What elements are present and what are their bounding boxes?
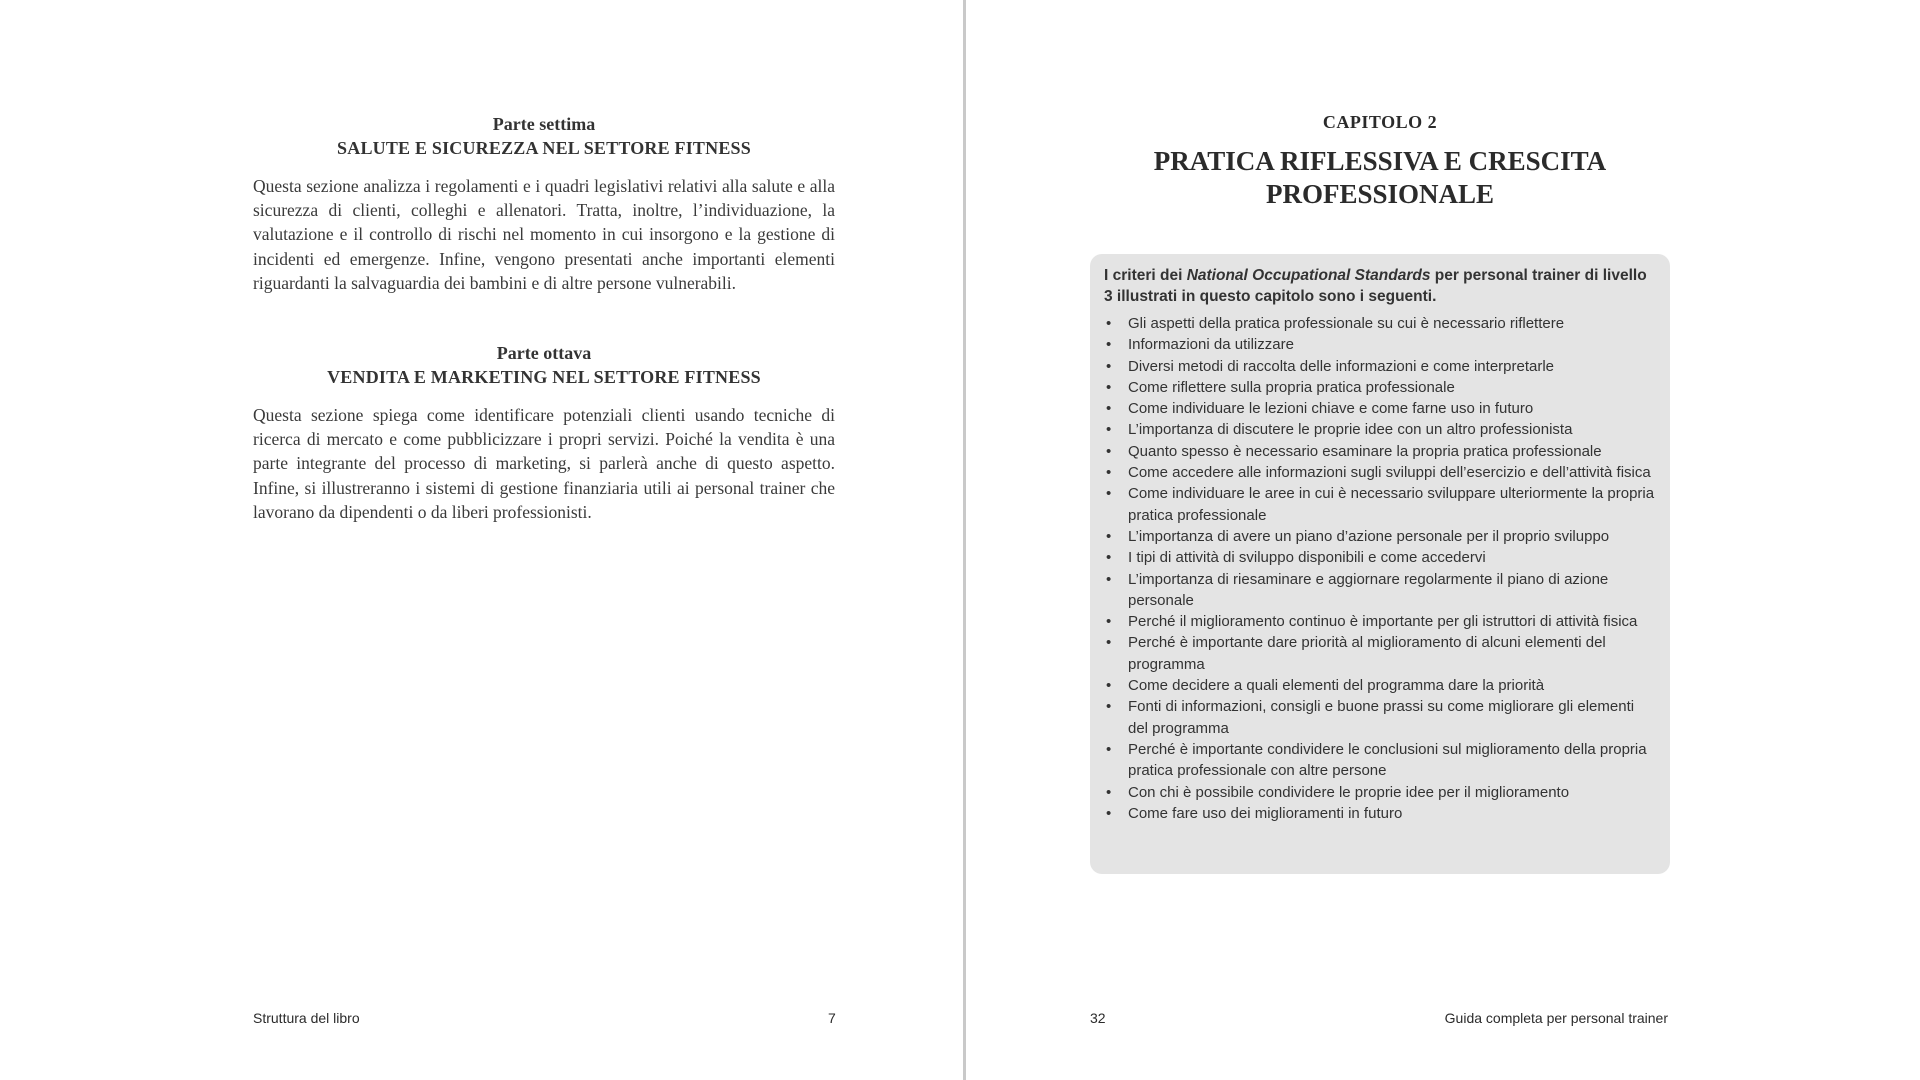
list-item-text: Con chi è possibile condividere le proprie idee per il miglioramento [1128,783,1570,801]
chapter-title-line: PROFESSIONALE [1265,179,1495,209]
list-item-text: Come fare uso dei miglioramenti in futuro [1128,804,1403,822]
bullet-icon: • [1106,783,1112,801]
list-item [1104,803,1656,824]
left-footer-page-number: 7 [828,1010,836,1026]
part-name: Parte settima [492,114,596,134]
part-title: SALUTE E SICUREZZA NEL SETTORE FITNESS [337,138,751,158]
bullet-icon: • [1106,549,1112,567]
list-item-text: Come individuare le aree in cui è necessario sviluppare ulteriormente la propria pratica professionale [1128,485,1655,524]
list-item [1104,739,1656,782]
part-body-text: Questa sezione spiega come identificare potenziali clienti usando tecniche di ricerca di mercato e come pubblicizzare i propri servizi. Poiché la vendita è una parte integrante del processo di marketing, si parlerà anche di questo aspetto. Infine, si illustreranno i sistemi di gestione finanziaria utili ai personal trainer che lavorano da dipendenti o da liberi professionisti. [253,405,835,522]
list-item-text: Quanto spesso è necessario esaminare la propria pratica professionale [1128,442,1602,460]
list-item [1104,313,1656,334]
right-footer-page-number: 32 [1090,1010,1106,1026]
bullet-icon: • [1106,442,1112,460]
left-footer-section: Struttura del libro [253,1010,360,1026]
bullet-icon: • [1106,740,1112,758]
part-heading [253,341,835,389]
part-body-text: Questa sezione analizza i regolamenti e i quadri legislativi relativi alla salute e alla sicurezza di clienti, colleghi e allenatori. Tratta, inoltre, l’individuazione, la valutazione e il controllo di rischi nel momento in cui insorgono e la gestione di incidenti ed emergenze. Infine, vengono presentati anche importanti elementi riguardanti la salvaguardia dei bambini e di altre persone vulnerabili. [253,176,835,293]
list-item [1104,696,1656,739]
bullet-icon: • [1106,570,1112,588]
bullet-icon: • [1106,336,1112,354]
page-gutter-divider [963,0,966,1080]
bullet-icon: • [1106,804,1112,822]
list-item [1104,611,1656,632]
right-footer-book-title: Guida completa per personal trainer [1444,1010,1668,1026]
bullet-icon: • [1106,421,1112,439]
bullet-icon: • [1106,634,1112,652]
list-item-text: Diversi metodi di raccolta delle informazioni e come interpretarle [1128,357,1555,375]
list-item [1104,782,1656,803]
list-item [1104,419,1656,440]
list-item-text: Perché è importante condividere le conclusioni sul miglioramento della propria pratica professionale con altre persone [1128,740,1647,780]
list-item [1104,334,1656,355]
bullet-icon: • [1106,485,1112,503]
list-item-text: Perché il miglioramento continuo è importante per gli istruttori di attività fisica [1128,613,1638,631]
criteria-intro-suffix: per personal trainer di livello 3 illustrati in questo capitolo sono i seguenti. [1104,267,1647,305]
list-item [1104,483,1656,526]
list-item [1104,632,1656,675]
criteria-list [1104,313,1656,824]
criteria-box [1090,254,1670,874]
bullet-icon: • [1106,613,1112,631]
bullet-icon: • [1106,527,1112,545]
list-item [1104,526,1656,547]
chapter-title-line: PRATICA RIFLESSIVA E CRESCITA [1153,146,1607,176]
chapter-title [1090,145,1670,211]
list-item [1104,377,1656,398]
list-item-text: Come riflettere sulla propria pratica professionale [1128,378,1455,396]
list-item-text: Perché è importante dare priorità al miglioramento di alcuni elementi del programma [1128,634,1606,673]
list-item [1104,398,1656,419]
list-item [1104,356,1656,377]
list-item-text: Gli aspetti della pratica professionale su cui è necessario riflettere [1128,315,1565,332]
part-section [253,112,835,295]
criteria-intro [1104,266,1656,307]
list-item [1104,547,1656,568]
bullet-icon: • [1106,400,1112,418]
criteria-intro-prefix: I criteri dei [1104,267,1187,284]
list-item-text: L’importanza di avere un piano d’azione personale per il proprio sviluppo [1128,527,1610,545]
bullet-icon: • [1106,464,1112,482]
bullet-icon: • [1106,315,1112,332]
left-page-content [253,112,835,524]
list-item-text: Informazioni da utilizzare [1128,336,1294,354]
list-item [1104,441,1656,462]
part-name: Parte ottava [496,343,592,364]
list-item-text: Fonti di informazioni, consigli e buone prassi su come migliorare gli elementi del programma [1128,698,1635,737]
list-item [1104,675,1656,696]
list-item-text: Come individuare le lezioni chiave e come farne uso in futuro [1128,400,1534,418]
list-item-text: Come decidere a quali elementi del programma dare la priorità [1128,677,1545,695]
list-item-text: Come accedere alle informazioni sugli sviluppi dell’esercizio e dell’attività fisica [1128,464,1651,482]
bullet-icon: • [1106,378,1112,396]
bullet-icon: • [1106,357,1112,375]
list-item [1104,569,1656,612]
list-item-text: I tipi di attività di sviluppo disponibili e come accedervi [1128,549,1486,567]
bullet-icon: • [1106,698,1112,716]
bullet-icon: • [1106,677,1112,695]
criteria-intro-italic: National Occupational Standards [1186,267,1431,284]
list-item-text: L’importanza di riesaminare e aggiornare regolarmente il piano di azione personale [1128,570,1609,609]
chapter-label: CAPITOLO 2 [1322,112,1438,132]
list-item [1104,462,1656,483]
list-item-text: L’importanza di discutere le proprie idee con un altro professionista [1128,421,1573,439]
part-section [253,341,835,524]
part-heading [253,112,835,160]
part-title: VENDITA E MARKETING NEL SETTORE FITNESS [327,367,761,388]
